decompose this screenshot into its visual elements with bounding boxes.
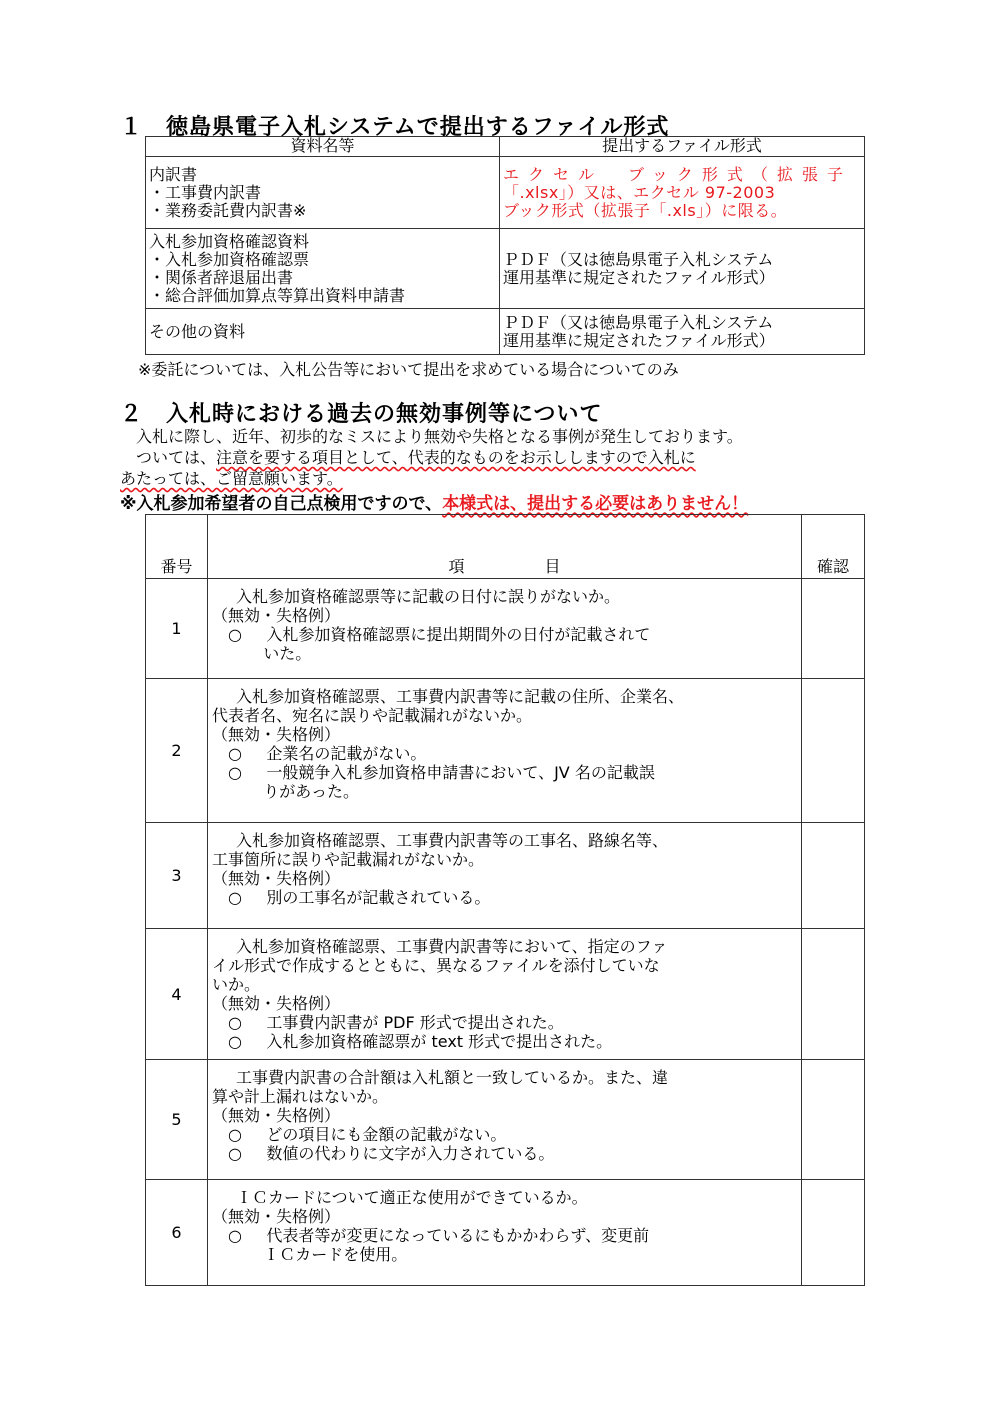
check-question: 入札参加資格確認票、工事費内訳書等において、指定のファ: [236, 937, 668, 956]
example-continuation: いた。: [263, 644, 312, 663]
table-row: [146, 679, 865, 823]
check-question: 入札参加資格確認票等に記載の日付に誤りがないか。: [236, 587, 621, 606]
file-format-line: ＰＤＦ（又は徳島県電子入札システム: [503, 312, 774, 332]
item-description: [208, 1180, 802, 1286]
document-name-line: 内訳書: [149, 164, 198, 184]
example-item: ○ 代表者等が変更になっているにもかかわらず、変更前: [228, 1226, 650, 1245]
item-number: 1: [146, 579, 208, 679]
table-row: [146, 229, 865, 309]
check-question: 入札参加資格確認票、工事費内訳書等に記載の住所、企業名、: [236, 687, 685, 706]
example-item: ○ 一般競争入札参加資格申請書において、JV 名の記載誤: [228, 763, 655, 782]
file-format-cell: [500, 229, 865, 309]
emphasized-text: 注意を要する項目として、代表的なものをお示ししますので入札に: [216, 448, 696, 467]
section2-title: ２ 入札時における過去の無効事例等について: [120, 402, 603, 427]
check-box[interactable]: [802, 679, 865, 823]
document-name-line: ・総合評価加算点等算出資料申請書: [149, 285, 406, 305]
check-question: 工事箇所に誤りや記載漏れがないか。: [212, 850, 485, 869]
item-number: 5: [146, 1060, 208, 1180]
table-row: [146, 1180, 865, 1286]
check-question: イル形式で作成するとともに、異なるファイルを添付していな: [212, 956, 660, 975]
example-label: （無効・失格例）: [212, 1207, 341, 1226]
circle-bullet-icon: ○: [228, 744, 242, 763]
document-name-cell: [146, 229, 500, 309]
circle-bullet-icon: ○: [228, 1144, 242, 1163]
example-item: ○ 数値の代わりに文字が入力されている。: [228, 1144, 555, 1163]
check-box[interactable]: [802, 823, 865, 929]
header-document-name: 資料名等: [146, 137, 500, 157]
item-number: 2: [146, 679, 208, 823]
check-question: ＩＣカードについて適正な使用ができているか。: [236, 1188, 588, 1207]
item-description: [208, 1060, 802, 1180]
example-item: ○ どの項目にも金額の記載がない。: [228, 1125, 507, 1144]
intro-paragraph-line: [120, 469, 343, 489]
table-row: [146, 823, 865, 929]
item-description: [208, 929, 802, 1060]
item-description: [208, 679, 802, 823]
file-format-cell: [500, 157, 865, 229]
example-continuation: ＩＣカードを使用。: [263, 1245, 408, 1264]
example-item: ○ 工事費内訳書が PDF 形式で提出された。: [228, 1013, 564, 1032]
intro-text: ついては、: [120, 448, 217, 467]
file-format-line: ブック形式（拡張子「.xls」）に限る。: [503, 200, 788, 220]
file-format-table: [145, 136, 865, 355]
example-label: （無効・失格例）: [212, 869, 341, 888]
header-number: 番号: [146, 515, 208, 579]
table-row: [146, 929, 865, 1060]
check-question: 算や計上漏れはないか。: [212, 1087, 389, 1106]
circle-bullet-icon: ○: [228, 1125, 242, 1144]
header-file-format: 提出するファイル形式: [500, 137, 865, 157]
checklist-table: [145, 514, 865, 1286]
document-name-line: ・工事費内訳書: [149, 182, 262, 202]
circle-bullet-icon: ○: [228, 625, 242, 644]
file-format-cell: [500, 309, 865, 355]
table-footnote: ※委託については、入札公告等において提出を求めている場合についてのみ: [138, 360, 679, 379]
check-box[interactable]: [802, 579, 865, 679]
intro-paragraph-line: 入札に際し、近年、初歩的なミスにより無効や失格となる事例が発生しております。: [120, 427, 743, 446]
document-name-cell: [146, 157, 500, 229]
file-format-line: エクセル ブック形式（拡張子: [503, 164, 852, 184]
table-row: [146, 157, 865, 229]
item-number: 6: [146, 1180, 208, 1286]
file-format-line: 「.xlsx」）又は、エクセル 97-2003: [503, 182, 776, 202]
circle-bullet-icon: ○: [228, 763, 242, 782]
check-question: いか。: [212, 975, 261, 994]
file-format-line: ＰＤＦ（又は徳島県電子入札システム: [503, 249, 774, 269]
table-row: [146, 579, 865, 679]
item-number: 3: [146, 823, 208, 929]
document-name-line: 入札参加資格確認資料: [149, 231, 310, 251]
table-header-row: [146, 515, 865, 579]
check-box[interactable]: [802, 929, 865, 1060]
item-number: 4: [146, 929, 208, 1060]
emphasized-text: あたっては、ご留意願います。: [120, 469, 343, 488]
item-description: [208, 579, 802, 679]
header-check: 確認: [802, 515, 865, 579]
file-format-line: 運用基準に規定されたファイル形式）: [503, 330, 775, 350]
table-row: [146, 1060, 865, 1180]
header-item: 項 目: [208, 515, 802, 579]
circle-bullet-icon: ○: [228, 888, 242, 907]
table-row: [146, 309, 865, 355]
item-description: [208, 823, 802, 929]
example-label: （無効・失格例）: [212, 725, 341, 744]
circle-bullet-icon: ○: [228, 1013, 242, 1032]
example-item: ○ 入札参加資格確認票に提出期間外の日付が記載されて: [228, 625, 651, 644]
example-item: ○ 企業名の記載がない。: [228, 744, 427, 763]
check-question: 代表者名、宛名に誤りや記載漏れがないか。: [212, 706, 533, 725]
file-format-line: 運用基準に規定されたファイル形式）: [503, 267, 775, 287]
section1-title: １ 徳島県電子入札システムで提出するファイル形式: [120, 115, 670, 140]
document-name-cell: [146, 309, 500, 355]
table-header-row: [146, 137, 865, 157]
document-name-line: ・業務委託費内訳書※: [149, 200, 307, 220]
intro-paragraph-line: [120, 448, 696, 468]
check-box[interactable]: [802, 1060, 865, 1180]
example-label: （無効・失格例）: [212, 1106, 341, 1125]
check-box[interactable]: [802, 1180, 865, 1286]
self-check-notice: [120, 489, 748, 514]
example-label: （無効・失格例）: [212, 994, 341, 1013]
check-question: 入札参加資格確認票、工事費内訳書等の工事名、路線名等、: [236, 831, 669, 850]
example-item: ○ 別の工事名が記載されている。: [228, 888, 491, 907]
document-name-line: ・入札参加資格確認票: [149, 249, 310, 269]
circle-bullet-icon: ○: [228, 1032, 242, 1051]
example-continuation: りがあった。: [263, 782, 360, 801]
no-submission-warning: 本様式は、提出する必要はありません！: [442, 494, 749, 514]
notice-text: ※入札参加希望者の自己点検用ですので、: [120, 494, 443, 514]
document-name-line: その他の資料: [149, 321, 246, 341]
example-label: （無効・失格例）: [212, 606, 341, 625]
example-item: ○ 入札参加資格確認票が text 形式で提出された。: [228, 1032, 613, 1051]
document-name-line: ・関係者辞退届出書: [149, 267, 294, 287]
check-question: 工事費内訳書の合計額は入札額と一致しているか。また、違: [236, 1068, 669, 1087]
circle-bullet-icon: ○: [228, 1226, 242, 1245]
